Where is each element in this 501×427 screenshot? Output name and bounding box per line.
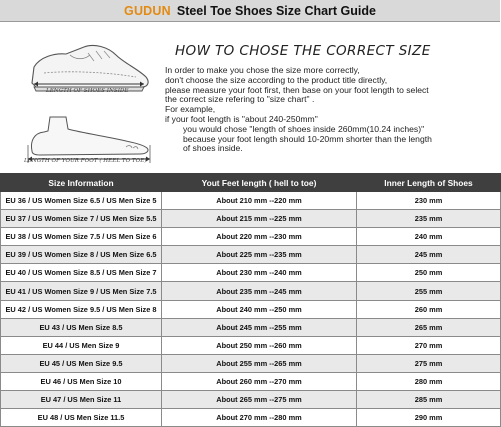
inner-length-cell: 290 mm [357,409,501,427]
feet-length-cell: About 235 mm --245 mm [162,282,357,300]
feet-length-cell: About 255 mm --265 mm [162,354,357,372]
size-cell: EU 47 / US Men Size 11 [1,391,162,409]
table-row [1,354,501,372]
instruction-line: don't choose the size according to the product title directly, [165,74,388,85]
column-header-feet-length: Yout Feet length ( hell to toe) [162,174,357,192]
size-cell: EU 37 / US Women Size 7 / US Men Size 5.5 [1,210,162,228]
table-row [1,192,501,210]
size-chart [0,173,500,427]
feet-length-cell: About 220 mm --230 mm [162,228,357,246]
table-row [1,210,501,228]
inner-length-cell: 270 mm [357,336,501,354]
column-header-size: Size Information [1,174,162,192]
feet-length-cell: About 215 mm --225 mm [162,210,357,228]
instruction-line: if your foot length is "about 240-250mm" [165,113,318,124]
size-cell: EU 39 / US Women Size 8 / US Men Size 6.5 [1,246,162,264]
inner-length-cell: 280 mm [357,372,501,390]
instruction-line: you would chose "length of shoes inside 260mm(10.24 inches)" [183,123,425,134]
instruction-line: In order to make you chose the size more correctly, [165,65,360,75]
inner-length-cell: 230 mm [357,192,501,210]
header-bar [0,0,500,22]
foot-diagram [14,107,164,171]
table-row [1,336,501,354]
shoe-length-label: LENGTH OF SHOES INSIDE [46,88,129,94]
feet-length-cell: About 245 mm --255 mm [162,318,357,336]
size-cell: EU 38 / US Women Size 7.5 / US Men Size 6 [1,228,162,246]
instruction-line: of shoes inside. [183,143,243,154]
feet-length-cell: About 225 mm --235 mm [162,246,357,264]
inner-length-cell: 260 mm [357,300,501,318]
table-row [1,228,501,246]
size-cell: EU 43 / US Men Size 8.5 [1,318,162,336]
inner-length-cell: 265 mm [357,318,501,336]
table-row [1,372,501,390]
feet-length-cell: About 250 mm --260 mm [162,336,357,354]
table-row [1,391,501,409]
foot-length-label: LENGTH OF YOUR FOOT ( HEEL TO TOE) [24,158,147,164]
table-row [1,246,501,264]
table-header-row [1,174,501,192]
page-title: Steel Toe Shoes Size Chart Guide [176,3,376,18]
size-cell: EU 36 / US Women Size 6.5 / US Men Size 5 [1,192,162,210]
shoe-diagram [10,27,160,115]
instruction-line: because your foot length should 10-20mm shorter than the length [183,133,432,144]
inner-length-cell: 245 mm [357,246,501,264]
inner-length-cell: 235 mm [357,210,501,228]
instruction-line: please measure your foot first, then base on your foot length to select [165,84,429,95]
shoe-outline-icon [10,27,160,115]
size-cell: EU 46 / US Men Size 10 [1,372,162,390]
size-cell: EU 40 / US Women Size 8.5 / US Men Size 7 [1,264,162,282]
guide-instructions [165,66,500,154]
feet-length-cell: About 270 mm --280 mm [162,409,357,427]
size-cell: EU 44 / US Men Size 9 [1,336,162,354]
size-cell: EU 41 / US Women Size 9 / US Men Size 7.5 [1,282,162,300]
table-row [1,318,501,336]
table-row [1,282,501,300]
table-row [1,264,501,282]
inner-length-cell: 240 mm [357,228,501,246]
inner-length-cell: 275 mm [357,354,501,372]
feet-length-cell: About 240 mm --250 mm [162,300,357,318]
guide-heading: HOW TO CHOSE THE CORRECT SIZE [175,43,431,59]
feet-length-cell: About 260 mm --270 mm [162,372,357,390]
inner-length-cell: 285 mm [357,391,501,409]
size-table [0,173,501,427]
column-header-inner-length: Inner Length of Shoes [357,174,501,192]
feet-length-cell: About 210 mm --220 mm [162,192,357,210]
feet-length-cell: About 265 mm --275 mm [162,391,357,409]
size-cell: EU 45 / US Men Size 9.5 [1,354,162,372]
inner-length-cell: 250 mm [357,264,501,282]
size-cell: EU 48 / US Men Size 11.5 [1,409,162,427]
table-row [1,300,501,318]
instruction-line: the correct size refering to "size chart" . [165,94,315,105]
measuring-guide [0,23,500,173]
size-cell: EU 42 / US Women Size 9.5 / US Men Size 8 [1,300,162,318]
table-row [1,409,501,427]
instruction-line: For example, [165,104,216,115]
feet-length-cell: About 230 mm --240 mm [162,264,357,282]
inner-length-cell: 255 mm [357,282,501,300]
brand-name: GUDUN [124,3,171,18]
